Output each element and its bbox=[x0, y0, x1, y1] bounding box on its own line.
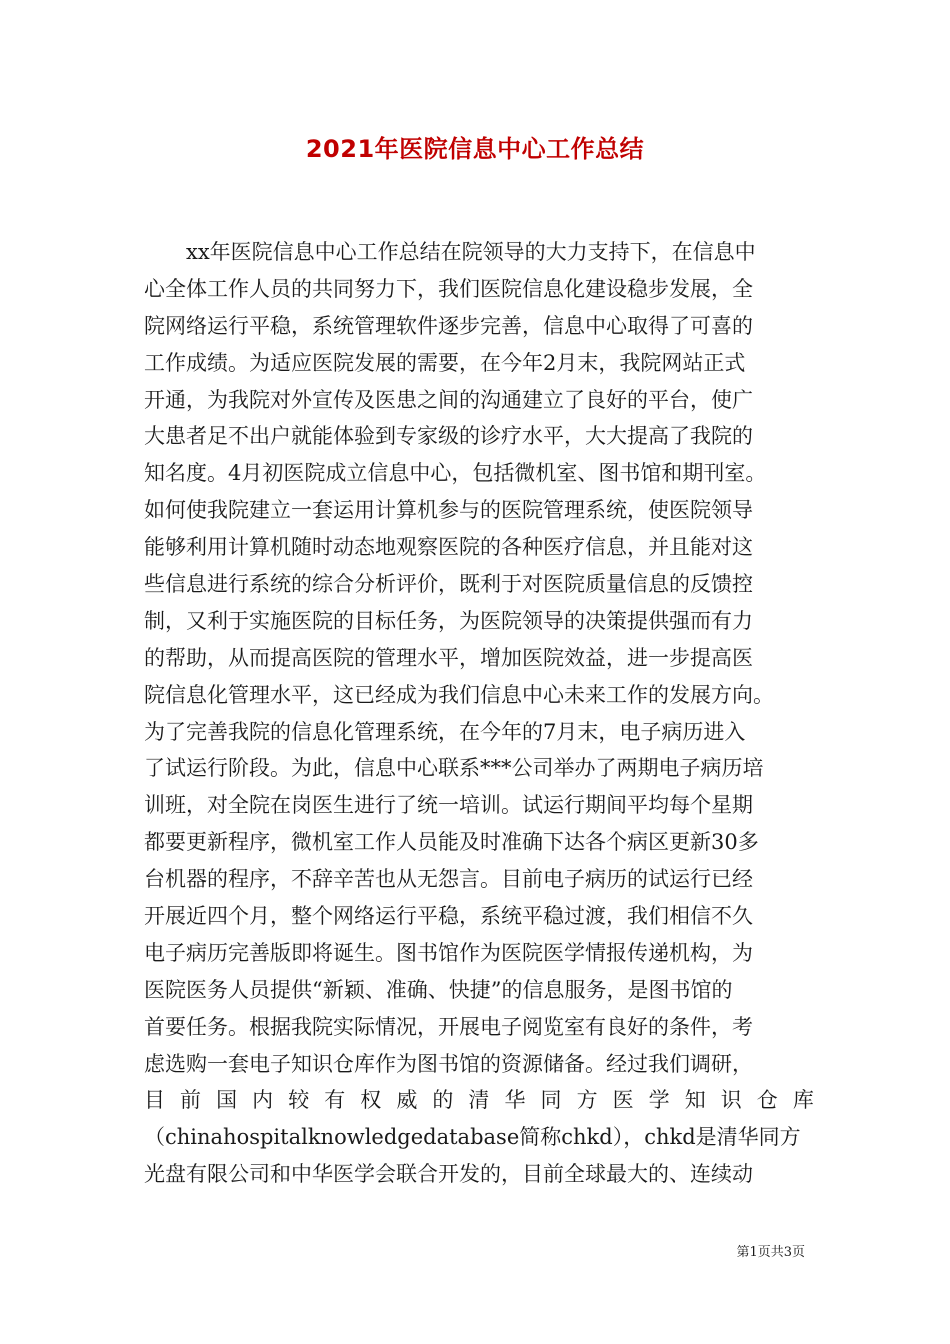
text-char: 的 bbox=[432, 1088, 454, 1113]
body-text bbox=[144, 234, 814, 1193]
text-line: （chinahospitalknowledgedatabase简称chkd），chkd是清华同方 bbox=[144, 1125, 801, 1150]
text-char: 同 bbox=[540, 1088, 562, 1113]
text-line: 训班，对全院在岗医生进行了统一培训。试运行期间平均每个星期 bbox=[144, 793, 753, 818]
text-line: 能够利用计算机随时动态地观察医院的各种医疗信息，并且能对这 bbox=[144, 535, 753, 560]
text-line: 光盘有限公司和中华医学会联合开发的，目前全球最大的、连续动 bbox=[144, 1162, 753, 1187]
text-char: 权 bbox=[360, 1088, 382, 1113]
text-line: 大患者足不出户就能体验到专家级的诊疗水平，大大提高了我院的 bbox=[144, 424, 753, 449]
text-char: 清 bbox=[468, 1088, 490, 1113]
text-char: 内 bbox=[252, 1088, 274, 1113]
text-char: 医 bbox=[612, 1088, 634, 1113]
text-char: 学 bbox=[648, 1088, 670, 1113]
text-line: 的帮助，从而提高医院的管理水平，增加医院效益，进一步提高医 bbox=[144, 645, 753, 670]
text-char: 方 bbox=[576, 1088, 598, 1113]
text-char: 库 bbox=[792, 1088, 814, 1113]
text-char: 华 bbox=[504, 1088, 526, 1113]
text-char: 较 bbox=[288, 1088, 310, 1113]
text-line: xx年医院信息中心工作总结在院领导的大力支持下，在信息中 bbox=[186, 240, 756, 264]
text-char: 前 bbox=[180, 1088, 202, 1113]
text-line: 工作成绩。为适应医院发展的需要，在今年2月末，我院网站正式 bbox=[144, 350, 746, 375]
page-number: 第1页共3页 bbox=[736, 1245, 805, 1260]
text-line: 台机器的程序，不辞辛苦也从无怨言。目前电子病历的试运行已经 bbox=[144, 867, 753, 892]
text-line bbox=[144, 1082, 814, 1119]
text-line: 心全体工作人员的共同努力下，我们医院信息化建设稳步发展，全 bbox=[144, 276, 753, 301]
text-line: 如何使我院建立一套运用计算机参与的医院管理系统，使医院领导 bbox=[144, 498, 753, 523]
text-line: 首要任务。根据我院实际情况，开展电子阅览室有良好的条件，考 bbox=[144, 1014, 753, 1039]
text-line: 知名度。4月初医院成立信息中心，包括微机室、图书馆和期刊室。 bbox=[144, 461, 767, 486]
text-line: 制，又利于实施医院的目标任务，为医院领导的决策提供强而有力 bbox=[144, 608, 753, 633]
text-line: 了试运行阶段。为此，信息中心联系***公司举办了两期电子病历培 bbox=[144, 756, 764, 781]
text-char: 识 bbox=[720, 1088, 742, 1113]
text-char: 知 bbox=[684, 1088, 706, 1113]
text-line: 都要更新程序，微机室工作人员能及时准确下达各个病区更新30多 bbox=[144, 830, 759, 855]
text-line: 些信息进行系统的综合分析评价，既利于对医院质量信息的反馈控 bbox=[144, 572, 753, 597]
text-line: 为了完善我院的信息化管理系统，在今年的7月末，电子病历进入 bbox=[144, 719, 746, 744]
text-line: 虑选购一套电子知识仓库作为图书馆的资源储备。经过我们调研， bbox=[144, 1051, 753, 1076]
text-line: 院网络运行平稳，系统管理软件逐步完善，信息中心取得了可喜的 bbox=[144, 313, 753, 338]
text-line: 开展近四个月，整个网络运行平稳，系统平稳过渡，我们相信不久 bbox=[144, 904, 753, 929]
text-line: 开通，为我院对外宣传及医患之间的沟通建立了良好的平台，使广 bbox=[144, 387, 753, 412]
text-char: 有 bbox=[324, 1088, 346, 1113]
text-char: 目 bbox=[144, 1088, 165, 1113]
text-line: 院信息化管理水平，这已经成为我们信息中心未来工作的发展方向。 bbox=[144, 682, 774, 707]
text-char: 国 bbox=[216, 1088, 238, 1113]
text-char: 威 bbox=[396, 1088, 418, 1113]
text-line: 电子病历完善版即将诞生。图书馆作为医院医学情报传递机构，为 bbox=[144, 940, 753, 965]
text-line: 医院医务人员提供“新颖、准确、快捷”的信息服务，是图书馆的 bbox=[144, 977, 733, 1002]
page-title: 2021年医院信息中心工作总结 bbox=[305, 135, 645, 163]
text-char: 仓 bbox=[756, 1088, 778, 1113]
